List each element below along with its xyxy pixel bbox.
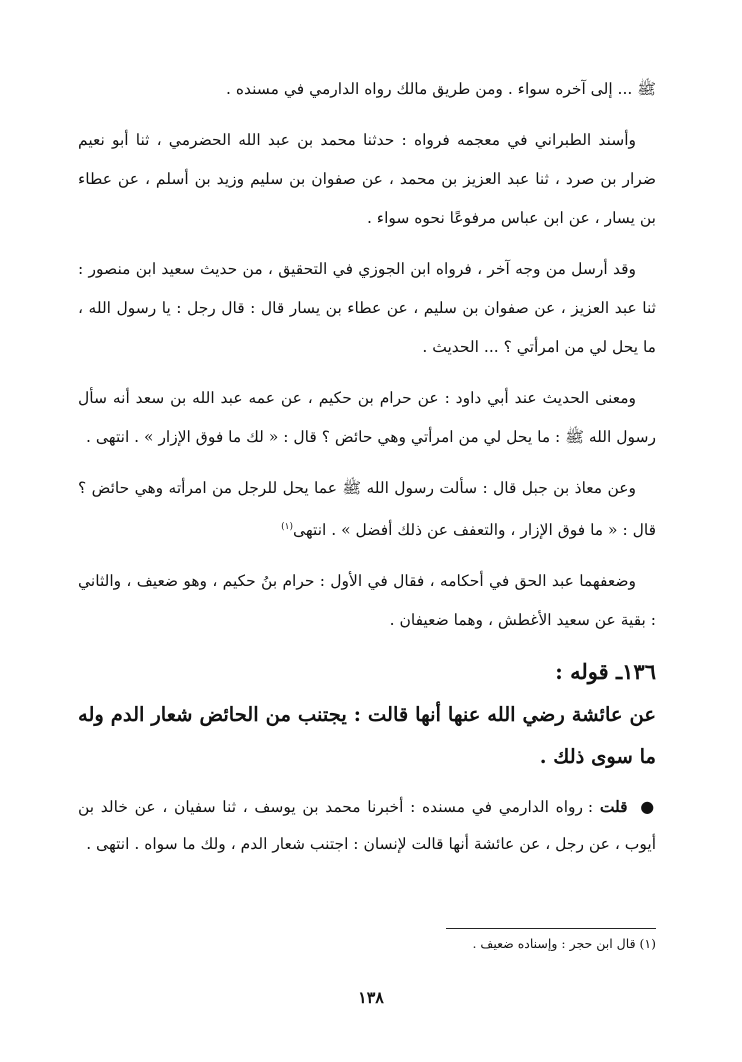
footnote: (١) قال ابن حجر : وإسناده ضعيف . — [472, 936, 656, 951]
paragraph: وقد أرسل من وجه آخر ، فرواه ابن الجوزي في التحقيق ، من حديث سعيد ابن منصور : ثنا عبد العزيز ، عن صفوان بن سليم ، عن عطاء بن يسار قال : قال رجل : يا رسول الله ، ما يحل لي من امرأتي ؟ ... الحديث . — [78, 260, 656, 356]
commentary-label: قلت — [599, 797, 628, 817]
section-heading: ١٣٦ـ قوله : — [555, 659, 656, 685]
paragraph-text: وعن معاذ بن جبل قال : سألت رسول الله ﷺ عما يحل للرجل من امرأته وهي حائض ؟ قال : « ما فوق الإزار ، والتعفف عن ذلك أفضل » . انتهى — [78, 479, 656, 540]
footnote-marker[interactable]: (١) — [281, 522, 293, 532]
paragraph: ومعنى الحديث عند أبي داود : عن حرام بن حكيم ، عن عمه عبد الله بن سعد أنه سأل رسول الله ﷺ : ما يحل لي من امرأتي وهي حائض ؟ قال : « لك ما فوق الإزار » . انتهى . — [78, 389, 656, 446]
commentary-text: : رواه الدارمي في مسنده : أخبرنا محمد بن يوسف ، ثنا سفيان ، عن خالد بن أيوب ، عن رجل ، عن عائشة أنها قالت لإنسان : اجتنب شعار الدم ، ولك ما سواه . انتهى . — [78, 798, 656, 854]
page-body — [78, 70, 656, 863]
paragraph-with-footnote — [78, 469, 656, 550]
paragraph: وأسند الطبراني في معجمه فرواه : حدثنا محمد بن عبد الله الحضرمي ، ثنا أبو نعيم ضرار بن صرد ، ثنا عبد العزيز بن محمد ، عن صفوان بن سليم وزيد بن أسلم ، عن عطاء بن يسار ، عن ابن عباس مرفوعًا نحوه سواء . — [78, 131, 656, 227]
bullet-icon: ● — [640, 797, 656, 817]
page-number: ١٣٨ — [358, 988, 384, 1007]
paragraph: ﷺ ... إلى آخره سواء . ومن طريق مالك رواه الدارمي في مسنده . — [225, 80, 656, 98]
footnote-divider — [446, 928, 656, 929]
hadith-quote: عن عائشة رضي الله عنها أنها قالت : يجتنب من الحائض شعار الدم وله ما سوى ذلك . — [78, 703, 656, 769]
commentary-paragraph — [78, 788, 656, 863]
paragraph: وضعفهما عبد الحق في أحكامه ، فقال في الأول : حرام بنُ حكيم ، وهو ضعيف ، والثاني : بقية عن سعيد الأغطش ، وهما ضعيفان . — [78, 572, 656, 630]
